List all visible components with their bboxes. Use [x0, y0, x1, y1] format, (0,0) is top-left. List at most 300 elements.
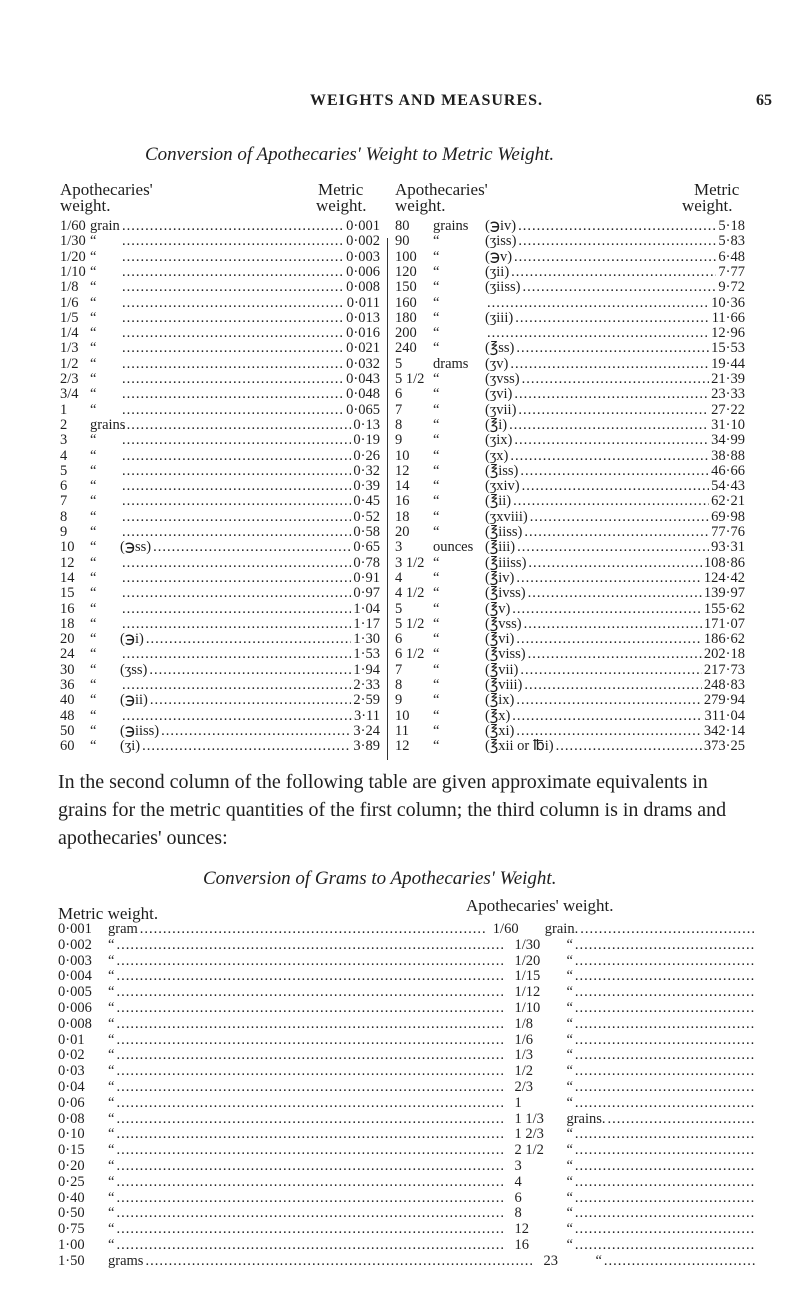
metric-unit: “ — [108, 1221, 115, 1238]
apoth-amount: 180 — [395, 309, 417, 326]
metric-value: 0·006 — [346, 263, 380, 280]
apoth-amount: 3 1/2 — [395, 554, 425, 571]
apoth-amount: 2/3 — [60, 371, 79, 387]
metric-unit: “ — [108, 984, 115, 1001]
apoth-unit: “ — [433, 432, 440, 449]
t1-right-head-metric-weight: weight. — [682, 196, 733, 215]
table1-right-column — [395, 218, 745, 813]
metric-value: 5·83 — [718, 233, 745, 250]
apoth-unit: “ — [90, 677, 97, 693]
table2-title: Conversion of Grams to Apothecaries' Weight. — [203, 868, 557, 889]
dot-leader — [116, 1016, 506, 1033]
apoth-unit: “ — [433, 631, 440, 648]
metric-value: 0·40 — [58, 1189, 85, 1206]
metric-value: 21·39 — [711, 371, 745, 387]
apoth-amount: 11 — [395, 722, 409, 739]
symbol-note: (ʒv) — [485, 355, 509, 372]
apoth-amount: 14 — [395, 478, 410, 495]
apoth-amount: 1/3 — [60, 340, 79, 357]
apoth-amount: 1/8 — [514, 1015, 533, 1032]
apoth-unit: “ — [90, 554, 97, 571]
apoth-amount: 1/3 — [514, 1047, 533, 1064]
apoth-amount: 9 — [395, 432, 403, 449]
metric-value: 0·04 — [58, 1079, 85, 1095]
apoth-amount: 12 — [60, 554, 75, 571]
dot-leader — [575, 1126, 756, 1143]
symbol-note: (℥x) — [485, 707, 511, 724]
apoth-unit: “ — [90, 294, 97, 311]
table1-left-column — [60, 218, 380, 813]
dot-leader — [580, 921, 756, 938]
metric-unit: “ — [108, 936, 115, 953]
t2-head-apothecaries: Apothecaries' weight. — [466, 896, 614, 915]
dot-leader — [575, 1032, 756, 1049]
apoth-unit: “ — [90, 524, 97, 540]
t2-row — [58, 937, 758, 954]
dot-leader — [116, 1111, 506, 1128]
apoth-amount: 8 — [395, 677, 403, 693]
apoth-amount: 10 — [395, 447, 410, 464]
apoth-unit: “ — [433, 309, 440, 326]
apoth-unit: “ — [433, 294, 440, 311]
apoth-amount: 18 — [60, 615, 75, 632]
apoth-amount: 1/30 — [60, 233, 86, 250]
metric-unit: “ — [108, 1205, 115, 1222]
apoth-unit: “ — [566, 952, 573, 969]
apoth-amount: 1 1/3 — [514, 1110, 544, 1127]
apoth-amount: 5 — [395, 355, 403, 372]
symbol-note: (℥v) — [485, 600, 511, 617]
t2-row — [58, 1253, 758, 1270]
apoth-amount: 7 — [395, 661, 403, 678]
apoth-unit: “ — [90, 631, 97, 648]
apoth-unit: “ — [90, 340, 97, 357]
apoth-amount: 1/6 — [60, 294, 79, 311]
metric-unit: “ — [108, 1031, 115, 1048]
apoth-unit: “ — [433, 524, 440, 540]
metric-value: 0·25 — [58, 1173, 85, 1190]
symbol-note: (℥xii or ℔i) — [485, 738, 554, 755]
apoth-unit: “ — [433, 493, 440, 510]
apoth-unit: “ — [433, 371, 440, 387]
dot-leader — [116, 937, 506, 954]
apoth-amount: 150 — [395, 279, 417, 296]
metric-value: 373·25 — [703, 738, 745, 755]
apoth-amount: 1/8 — [60, 279, 79, 296]
apoth-amount: 1/2 — [514, 1063, 533, 1080]
metric-value: 0·048 — [346, 386, 380, 403]
metric-value: 0·13 — [353, 416, 380, 433]
apoth-unit: “ — [566, 1158, 573, 1174]
t2-row — [58, 1142, 758, 1159]
apoth-amount: 12 — [395, 462, 410, 479]
apoth-unit: “ — [566, 1205, 573, 1222]
apoth-amount: 15 — [60, 585, 75, 602]
apoth-unit: “ — [433, 554, 440, 571]
metric-value: 2·33 — [353, 677, 380, 693]
metric-value: 1·94 — [353, 661, 380, 678]
dot-leader — [575, 1174, 756, 1191]
metric-value: 0·97 — [353, 585, 380, 602]
apoth-amount: 24 — [60, 646, 75, 663]
dot-leader — [575, 1047, 756, 1064]
apoth-unit: “ — [90, 493, 97, 510]
apoth-unit: “ — [90, 600, 97, 617]
apoth-unit: ounces — [433, 539, 474, 556]
t2-row — [58, 1237, 758, 1254]
metric-value: 0·75 — [58, 1221, 85, 1238]
apoth-unit: “ — [566, 1142, 573, 1159]
metric-value: 1·53 — [353, 646, 380, 663]
dot-leader — [575, 1142, 756, 1159]
apoth-unit: “ — [433, 386, 440, 403]
metric-value: 62·21 — [711, 493, 745, 510]
apoth-unit: “ — [566, 1173, 573, 1190]
metric-value: 0·003 — [58, 952, 92, 969]
metric-value: 0·013 — [346, 309, 380, 326]
metric-value: 0·32 — [353, 462, 380, 479]
dot-leader — [116, 1063, 506, 1080]
apoth-unit: grains — [433, 218, 469, 234]
apoth-unit: “ — [90, 569, 97, 586]
metric-value: 1·04 — [353, 600, 380, 617]
metric-value: 3·11 — [353, 707, 380, 724]
apoth-amount: 20 — [395, 524, 410, 540]
apoth-amount: 1/60 — [492, 921, 519, 937]
apoth-unit: “ — [90, 279, 97, 296]
apoth-amount: 8 — [514, 1205, 522, 1222]
metric-unit: “ — [108, 1110, 115, 1127]
metric-unit: “ — [108, 1000, 115, 1016]
metric-value: 1·50 — [58, 1252, 85, 1269]
metric-value: 5·18 — [718, 218, 745, 234]
metric-unit: “ — [108, 1079, 115, 1095]
dot-leader — [575, 984, 756, 1001]
apoth-unit: “ — [566, 1079, 573, 1095]
apoth-amount: 1/12 — [514, 984, 541, 1001]
dot-leader — [575, 1190, 756, 1207]
apoth-unit: “ — [566, 1031, 573, 1048]
metric-value: 23·33 — [711, 386, 745, 403]
symbol-note: (ʒvi) — [485, 386, 513, 403]
apoth-unit: “ — [90, 263, 97, 280]
apoth-amount: 9 — [60, 524, 68, 540]
metric-value: 217·73 — [703, 661, 745, 678]
metric-value: 0·08 — [58, 1110, 85, 1127]
metric-value: 0·52 — [353, 508, 380, 525]
t1-right-head-weight: weight. — [395, 196, 446, 215]
t2-row — [58, 1016, 758, 1033]
metric-value: 155·62 — [703, 600, 745, 617]
metric-value: 171·07 — [703, 615, 745, 632]
explanatory-paragraph: In the second column of the following table are given approximate equivalents in grains for the metric quantities of the first column; the third column is in drams and apothecaries' ounces: — [58, 771, 727, 849]
apoth-amount: 16 — [514, 1237, 529, 1253]
symbol-note: (℥iv) — [485, 569, 515, 586]
metric-value: 0·004 — [58, 968, 92, 985]
apoth-amount: 12 — [514, 1221, 529, 1238]
t2-row — [58, 1047, 758, 1064]
running-header: WEIGHTS AND MEASURES. — [310, 92, 544, 109]
apoth-unit: “ — [433, 263, 440, 280]
metric-value: 2·59 — [353, 692, 380, 709]
apoth-unit: “ — [90, 707, 97, 724]
metric-value: 0·032 — [346, 355, 380, 372]
metric-value: 108·86 — [703, 554, 745, 571]
symbol-note: (℥ss) — [485, 340, 515, 357]
apoth-unit: “ — [566, 1126, 573, 1143]
apoth-amount: 5 — [395, 600, 403, 617]
symbol-note: (ʒss) — [120, 661, 148, 678]
dot-leader — [116, 1221, 506, 1238]
apoth-amount: 16 — [395, 493, 410, 510]
metric-unit: “ — [108, 1158, 115, 1174]
apoth-unit: grain. — [544, 921, 579, 937]
apoth-amount: 8 — [395, 416, 403, 433]
metric-unit: grams — [108, 1252, 144, 1269]
apoth-amount: 18 — [395, 508, 410, 525]
apoth-unit: “ — [90, 661, 97, 678]
apoth-unit: “ — [433, 340, 440, 357]
apoth-amount: 1/10 — [514, 1000, 541, 1016]
apoth-unit: “ — [90, 462, 97, 479]
symbol-note: (℈ss) — [120, 539, 152, 556]
apoth-unit: “ — [90, 355, 97, 372]
apoth-unit: “ — [566, 984, 573, 1001]
apoth-amount: 40 — [60, 692, 75, 709]
dot-leader — [140, 921, 485, 938]
metric-value: 0·19 — [353, 432, 380, 449]
symbol-note: (ʒxviii) — [485, 508, 528, 525]
metric-value: 0·008 — [58, 1015, 92, 1032]
dot-leader — [116, 1032, 506, 1049]
table1-title: Conversion of Apothecaries' Weight to Metric Weight. — [145, 144, 555, 165]
apoth-unit: “ — [90, 325, 97, 342]
metric-value: 1·17 — [353, 615, 380, 632]
apoth-amount: 36 — [60, 677, 75, 693]
metric-value: 3·89 — [353, 738, 380, 755]
apoth-amount: 1/60 — [60, 218, 86, 234]
metric-unit: “ — [108, 968, 115, 985]
metric-value: 0·021 — [346, 340, 380, 357]
apoth-unit: “ — [433, 692, 440, 709]
apoth-unit: grains. — [566, 1110, 606, 1127]
apoth-amount: 30 — [60, 661, 75, 678]
metric-value: 1·30 — [353, 631, 380, 648]
apoth-amount: 80 — [395, 218, 410, 234]
dot-leader — [575, 1063, 756, 1080]
apoth-unit: “ — [566, 1094, 573, 1111]
apoth-amount: 1/30 — [514, 936, 541, 953]
apoth-unit: “ — [90, 371, 97, 387]
dot-leader — [116, 1174, 506, 1191]
apoth-amount: 6 — [60, 478, 68, 495]
dot-leader — [556, 738, 702, 755]
metric-value: 46·66 — [711, 462, 745, 479]
column-divider — [387, 238, 388, 760]
apoth-unit: “ — [433, 248, 440, 265]
dot-leader — [116, 984, 506, 1001]
t2-head-metric: Metric weight. — [58, 904, 159, 923]
metric-value: 38·88 — [711, 447, 745, 464]
dot-leader — [116, 1142, 506, 1159]
apoth-unit: “ — [433, 416, 440, 433]
apoth-amount: 3 — [60, 432, 68, 449]
metric-unit: “ — [108, 1094, 115, 1111]
symbol-note: (℥viss) — [485, 646, 526, 663]
apoth-amount: 8 — [60, 508, 68, 525]
t1-right-row — [395, 738, 745, 755]
apoth-unit: grain — [90, 218, 120, 234]
dot-leader — [575, 937, 756, 954]
apoth-amount: 6 1/2 — [395, 646, 425, 663]
metric-value: 0·58 — [353, 524, 380, 540]
apoth-amount: 1 2/3 — [514, 1126, 544, 1143]
metric-value: 0·50 — [58, 1205, 85, 1222]
metric-value: 69·98 — [711, 508, 745, 525]
dot-leader — [575, 968, 756, 985]
dot-leader — [575, 1000, 756, 1017]
dot-leader — [575, 1095, 756, 1112]
apoth-amount: 5 1/2 — [395, 615, 425, 632]
apoth-unit: “ — [90, 615, 97, 632]
apoth-unit: “ — [566, 1063, 573, 1080]
symbol-note: (℥i) — [485, 416, 508, 433]
metric-value: 1·00 — [58, 1237, 85, 1253]
metric-value: 0·065 — [346, 401, 380, 418]
t2-row — [58, 1095, 758, 1112]
apoth-unit: “ — [433, 233, 440, 250]
apoth-amount: 1 — [60, 401, 68, 418]
apoth-unit: “ — [433, 677, 440, 693]
dot-leader — [116, 1095, 506, 1112]
symbol-note: (℥vi) — [485, 631, 515, 648]
symbol-note: (ʒiiss) — [485, 279, 521, 296]
t2-row — [58, 1190, 758, 1207]
t2-row — [58, 968, 758, 985]
apoth-amount: 10 — [60, 539, 75, 556]
metric-value: 124·42 — [703, 569, 745, 586]
apoth-amount: 60 — [60, 738, 75, 755]
metric-value: 0·006 — [58, 1000, 92, 1016]
page-number: 65 — [756, 92, 772, 109]
apoth-unit: “ — [566, 1000, 573, 1016]
symbol-note: (℥viii) — [485, 677, 523, 693]
apoth-unit: “ — [566, 1221, 573, 1238]
apoth-unit: “ — [566, 1015, 573, 1032]
metric-value: 0·016 — [346, 325, 380, 342]
t2-row — [58, 1158, 758, 1175]
t1-right-head-metric: Metric — [694, 180, 740, 199]
apoth-amount: 1/4 — [60, 325, 79, 342]
apoth-amount: 3/4 — [60, 386, 79, 403]
metric-value: 279·94 — [703, 692, 745, 709]
apoth-amount: 160 — [395, 294, 417, 311]
dot-leader — [116, 1079, 506, 1096]
apoth-unit: “ — [433, 661, 440, 678]
t2-row — [58, 921, 758, 938]
dot-leader — [575, 1237, 756, 1254]
dot-leader — [116, 1237, 506, 1254]
metric-value: 0·78 — [353, 554, 380, 571]
t1-left-head-weight: weight. — [60, 196, 111, 215]
metric-value: 15·53 — [711, 340, 745, 357]
dot-leader — [116, 1126, 506, 1143]
metric-value: 0·002 — [346, 233, 380, 250]
metric-value: 0·15 — [58, 1142, 85, 1159]
metric-value: 248·83 — [703, 677, 745, 693]
symbol-note: (ʒiss) — [485, 233, 517, 250]
t2-row — [58, 1126, 758, 1143]
apoth-unit: “ — [90, 508, 97, 525]
apoth-amount: 2 — [60, 416, 68, 433]
symbol-note: (℥iiiss) — [485, 554, 527, 571]
apoth-unit: “ — [566, 968, 573, 985]
metric-unit: “ — [108, 1237, 115, 1253]
metric-value: 19·44 — [711, 355, 745, 372]
metric-value: 34·99 — [711, 432, 745, 449]
metric-value: 6·48 — [718, 248, 745, 265]
metric-value: 77·76 — [711, 524, 745, 540]
metric-value: 311·04 — [704, 707, 745, 724]
apoth-amount: 4 1/2 — [395, 585, 425, 602]
apoth-amount: 20 — [60, 631, 75, 648]
t2-row — [58, 1063, 758, 1080]
symbol-note: (℥iiss) — [485, 524, 523, 540]
apoth-amount: 1/20 — [60, 248, 86, 265]
dot-leader — [116, 1158, 506, 1175]
apoth-unit: “ — [566, 1237, 573, 1253]
metric-value: 0·65 — [353, 539, 380, 556]
apoth-unit: “ — [90, 233, 97, 250]
apoth-amount: 7 — [60, 493, 68, 510]
apoth-amount: 4 — [60, 447, 68, 464]
dot-leader — [575, 953, 756, 970]
metric-value: 0·008 — [346, 279, 380, 296]
symbol-note: (℈ii) — [120, 692, 148, 709]
apoth-amount: 2/3 — [514, 1079, 533, 1095]
dot-leader — [575, 1079, 756, 1096]
metric-value: 0·45 — [353, 493, 380, 510]
t2-row — [58, 1111, 758, 1128]
metric-value: 0·20 — [58, 1158, 85, 1174]
apoth-amount: 200 — [395, 325, 417, 342]
metric-unit: “ — [108, 1189, 115, 1206]
metric-value: 0·03 — [58, 1063, 85, 1080]
symbol-note: (℈v) — [485, 248, 513, 265]
metric-value: 0·10 — [58, 1126, 85, 1143]
symbol-note: (ʒvii) — [485, 401, 517, 418]
apoth-unit: “ — [433, 569, 440, 586]
t2-row — [58, 1174, 758, 1191]
symbol-note: (℥ivss) — [485, 585, 526, 602]
t2-row — [58, 1205, 758, 1222]
t2-row — [58, 1032, 758, 1049]
symbol-note: (ʒiii) — [485, 309, 514, 326]
t2-row — [58, 1000, 758, 1017]
apoth-unit: “ — [566, 1047, 573, 1064]
apoth-unit: “ — [90, 738, 97, 755]
dot-leader — [116, 1190, 506, 1207]
metric-value: 0·005 — [58, 984, 92, 1001]
apoth-unit: “ — [433, 646, 440, 663]
apoth-unit: “ — [90, 401, 97, 418]
apoth-unit: “ — [433, 615, 440, 632]
apoth-amount: 1/5 — [60, 309, 79, 326]
dot-leader — [575, 1158, 756, 1175]
symbol-note: (℥iii) — [485, 539, 516, 556]
metric-unit: “ — [108, 1126, 115, 1143]
metric-unit: “ — [108, 1142, 115, 1159]
